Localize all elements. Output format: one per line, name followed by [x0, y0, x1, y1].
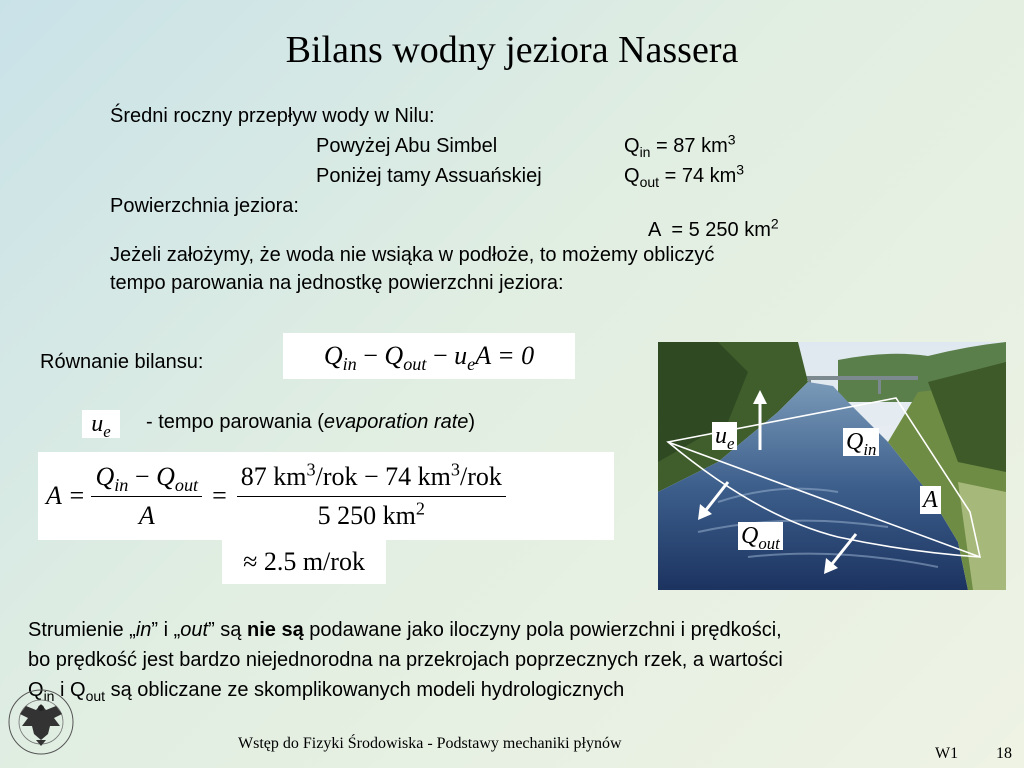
formula-fraction-symbolic: $\frac{Q_{in} - Q_{out}}{A}$: [91, 462, 202, 531]
assumption-line-1: Jeżeli założymy, że woda nie wsiąka w podłoże, to możemy obliczyć: [110, 244, 715, 266]
bottom-line-1: Strumienie „in” i „out” są nie są podawane jako iloczyny pola powierzchni i prędkości,: [28, 619, 782, 641]
below-dam-label: Poniżej tamy Assuańskiej: [316, 165, 542, 187]
bottom-line-2: bo prędkość jest bardzo niejednorodna na przekrojach poprzecznych rzek, a wartości: [28, 649, 783, 671]
evaporation-formula: A = $\frac{Q_{in} - Q_{out}}{A}$ = $\frac{87 km^3/rok - 74 km^3/rok}{5 250 km^2}$: [38, 452, 614, 540]
ue-symbol: $u_e$: [82, 410, 120, 438]
photo-label-a: A: [920, 486, 941, 514]
bottom-line-3: $Q_{in}$ i $Q_{out}$ są obliczane ze skomplikowanych modeli hydrologicznych: [28, 679, 625, 704]
ue-definition: - tempo parowania (evaporation rate): [146, 411, 476, 433]
balance-equation: $Q_{in} - Q_{out} - u_eA = 0$: [283, 333, 575, 379]
footer-page-number: 18: [996, 745, 1012, 762]
university-logo: [6, 684, 76, 760]
formula-fraction-numeric: $\frac{87 km^3/rok - 74 km^3/rok}{5 250 km^2}$: [237, 462, 506, 531]
balance-label: Równanie bilansu:: [40, 351, 204, 373]
photo-label-qout: $Q_{out}$: [738, 522, 783, 550]
intro-line-1: Średni roczny przepływ wody w Nilu:: [110, 105, 435, 127]
river-illustration: [658, 342, 1006, 590]
area-value: A = 5 250 $km^2$: [648, 215, 779, 241]
evaporation-result: ≈ 2.5 m/rok: [222, 540, 386, 584]
photo-label-ue: $u_e$: [712, 422, 737, 450]
footer-section: W1: [935, 745, 959, 762]
qout-value: $Q_{out} = 74$ $km^3$: [624, 161, 745, 190]
footer-course-title: Wstęp do Fizyki Środowiska - Podstawy mechaniki płynów: [238, 735, 622, 752]
area-label: Powierzchnia jeziora:: [110, 195, 299, 217]
river-photo: [658, 342, 1006, 590]
photo-label-qin: $Q_{in}$: [843, 428, 879, 456]
above-abu-simbel-label: Powyżej Abu Simbel: [316, 135, 498, 157]
qin-value: $Q_{in} = 87$ $km^3$: [624, 131, 736, 160]
assumption-line-2: tempo parowania na jednostkę powierzchni jeziora:: [110, 272, 564, 294]
slide-title: Bilans wodny jeziora Nassera: [285, 29, 739, 71]
eagle-seal-icon: [6, 684, 76, 760]
